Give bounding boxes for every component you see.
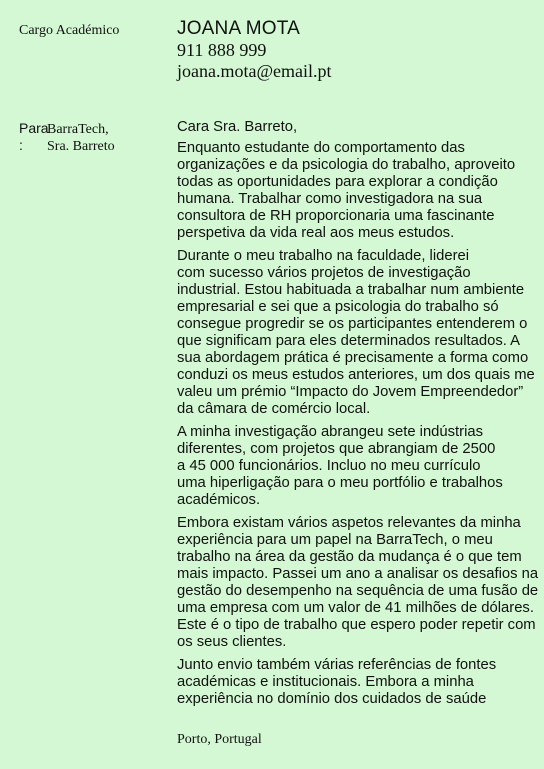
paragraph-line: todas as oportunidades para explorar a condição [177, 174, 498, 190]
paragraph-line: sua abordagem prática é precisamente a forma como [177, 350, 529, 366]
letter-paragraph [177, 248, 537, 418]
paragraph-line: Embora existam vários aspetos relevantes da minha [177, 515, 521, 531]
letter-paragraph [177, 657, 537, 708]
paragraph-line: que significam para eles determinados resultados. A [177, 333, 520, 349]
sender-name: JOANA MOTA [177, 18, 301, 39]
paragraph-line: A minha investigação abrangeu sete indústrias [177, 424, 483, 440]
paragraph-line: os seus clientes. [177, 634, 287, 650]
paragraph-line: Junto envio também várias referências de fontes [177, 657, 497, 673]
paragraph-line: valeu um prémio “Impacto do Jovem Empreendedor” [177, 384, 524, 400]
paragraph-line: empresarial e sei que a psicologia do trabalho só [177, 299, 499, 315]
recipient-label [19, 120, 49, 154]
paragraph-line: académicos. [177, 492, 261, 508]
paragraph-line: experiência no domínio dos cuidados de saúde [177, 691, 487, 707]
paragraph-line: académicas e institucionais. Embora a minha [177, 674, 474, 690]
paragraph-line: conduzi os meus estudos anteriores, um dos quais me [177, 367, 535, 383]
paragraph-line: industrial. Estou habituada a trabalhar num ambiente [177, 282, 525, 298]
salutation: Cara Sra. Barreto, [177, 119, 298, 135]
paragraph-line: consultora de RH proporcionaria uma fascinante [177, 208, 495, 224]
paragraph-line: humana. Trabalhar como investigadora na sua [177, 191, 483, 207]
paragraph-line: Este é o tipo de trabalho que espero poder repetir com [177, 617, 536, 633]
letter-paragraph [177, 424, 537, 509]
paragraph-line: uma hiperligação para o meu portfólio e trabalhos [177, 475, 503, 491]
paragraph-line: trabalho na área da gestão da mudança é o que tem [177, 549, 522, 565]
letter-paragraph [177, 515, 537, 651]
recipient-person: Sra. Barreto [47, 139, 115, 154]
paragraph-line: gestão do desempenho na sequência de uma fusão de [177, 583, 539, 599]
paragraph-line: experiência para um papel na BarraTech, o meu [177, 532, 493, 548]
sender-email[interactable]: joana.mota@email.pt [177, 61, 332, 81]
paragraph-line: Enquanto estudante do comportamento das [177, 140, 465, 156]
recipient-company: BarraTech, [47, 122, 109, 137]
sender-phone: 911 888 999 [177, 40, 267, 60]
letter-body [177, 119, 537, 714]
recipient-label-word: Para [19, 120, 49, 136]
paragraph-line: com sucesso vários projetos de investigação [177, 265, 471, 281]
footer-location: Porto, Portugal [177, 732, 262, 747]
letter-paragraphs [177, 140, 537, 708]
letter-paragraph [177, 140, 537, 242]
paragraph-line: a 45 000 funcionários. Incluo no meu currículo [177, 458, 481, 474]
paragraph-line: uma empresa com um valor de 41 milhões de dólares. [177, 600, 534, 616]
paragraph-line: perspetiva da vida real aos meus estudos. [177, 225, 455, 241]
paragraph-line: da câmara de comércio local. [177, 401, 371, 417]
paragraph-line: diferentes, com projetos que abrangiam de 2500 [177, 441, 496, 457]
paragraph-line: organizações e da psicologia do trabalho, aproveito [177, 157, 516, 173]
paragraph-line: Durante o meu trabalho na faculdade, liderei [177, 248, 470, 264]
paragraph-line: consegue progredir se os participantes entenderem o [177, 316, 528, 332]
paragraph-line: mais impacto. Passei um ano a analisar os desafios na [177, 566, 539, 582]
job-title-heading: Cargo Académico [19, 23, 120, 38]
recipient-address [47, 121, 115, 155]
recipient-label-colon: : [19, 137, 23, 153]
